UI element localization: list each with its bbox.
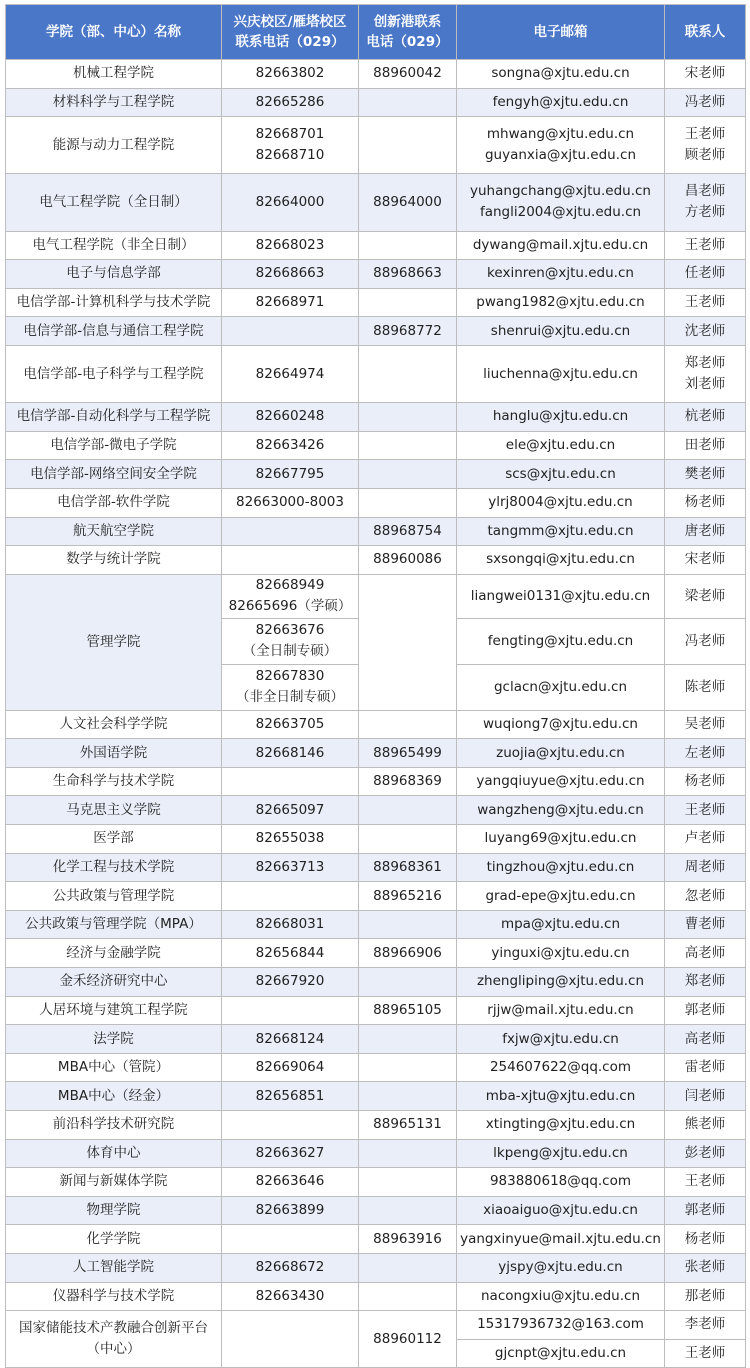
header-xq-phone bbox=[222, 5, 359, 60]
contact-person-line1: 郑老师 bbox=[684, 355, 726, 372]
unit-name: 电信学部-自动化科学与工程学院 bbox=[6, 403, 222, 432]
phone-xq: 82655038 bbox=[222, 825, 359, 854]
phone-cx bbox=[359, 231, 457, 260]
table-row bbox=[6, 939, 746, 968]
email: gclacn@xjtu.edu.cn bbox=[457, 664, 665, 710]
table-row bbox=[6, 403, 746, 432]
table-row bbox=[6, 117, 746, 174]
phone-xq: 82656844 bbox=[222, 939, 359, 968]
unit-name: 电信学部-计算机科学与技术学院 bbox=[6, 288, 222, 317]
table-row bbox=[6, 853, 746, 882]
phone-cx bbox=[359, 345, 457, 402]
table-row bbox=[6, 1082, 746, 1111]
phone-xq: 82663713 bbox=[222, 853, 359, 882]
table-row bbox=[6, 1053, 746, 1082]
table-row bbox=[6, 882, 746, 911]
email bbox=[457, 174, 665, 231]
email: wangzheng@xjtu.edu.cn bbox=[457, 796, 665, 825]
table-row bbox=[6, 1168, 746, 1197]
contact-person: 宋老师 bbox=[665, 60, 746, 89]
table-row bbox=[6, 174, 746, 231]
table-row bbox=[6, 968, 746, 997]
table-row bbox=[6, 345, 746, 402]
phone-xq: 82663426 bbox=[222, 431, 359, 460]
table-row bbox=[6, 1253, 746, 1282]
phone-cx bbox=[359, 288, 457, 317]
email: fengyh@xjtu.edu.cn bbox=[457, 88, 665, 117]
phone-xq: 82663802 bbox=[222, 60, 359, 89]
contact-person: 熊老师 bbox=[665, 1111, 746, 1140]
contact-person: 李老师 bbox=[665, 1311, 746, 1340]
phone-cx bbox=[359, 460, 457, 489]
email: 254607622@qq.com bbox=[457, 1053, 665, 1082]
email: pwang1982@xjtu.edu.cn bbox=[457, 288, 665, 317]
phone-cx bbox=[359, 1053, 457, 1082]
phone-xq bbox=[222, 317, 359, 346]
email: liangwei0131@xjtu.edu.cn bbox=[457, 574, 665, 618]
phone-cx bbox=[359, 488, 457, 517]
phone-xq: 82664974 bbox=[222, 345, 359, 402]
unit-name: 化学工程与技术学院 bbox=[6, 853, 222, 882]
email: xiaoaiguo@xjtu.edu.cn bbox=[457, 1196, 665, 1225]
phone-xq: 82663627 bbox=[222, 1139, 359, 1168]
unit-name: 电信学部-网络空间安全学院 bbox=[6, 460, 222, 489]
table-row bbox=[6, 88, 746, 117]
phone-xq: 82668023 bbox=[222, 231, 359, 260]
unit-name: 金禾经济研究中心 bbox=[6, 968, 222, 997]
table-row bbox=[6, 796, 746, 825]
phone-cx: 88968369 bbox=[359, 767, 457, 796]
phone-cx: 88966906 bbox=[359, 939, 457, 968]
email: 15317936732@163.com bbox=[457, 1311, 665, 1340]
email-line1: mhwang@xjtu.edu.cn bbox=[486, 126, 635, 143]
unit-name: 电信学部-电子科学与工程学院 bbox=[6, 345, 222, 402]
contact-person: 田老师 bbox=[665, 431, 746, 460]
phone-xq-line2: （全日制专硕） bbox=[242, 643, 338, 660]
phone-cx bbox=[359, 1082, 457, 1111]
email: fengting@xjtu.edu.cn bbox=[457, 618, 665, 664]
unit-name: MBA中心（管院） bbox=[6, 1053, 222, 1082]
phone-cx bbox=[359, 431, 457, 460]
contact-person: 闫老师 bbox=[665, 1082, 746, 1111]
phone-xq: 82669064 bbox=[222, 1053, 359, 1082]
phone-xq: 82668124 bbox=[222, 1025, 359, 1054]
email: zhengliping@xjtu.edu.cn bbox=[457, 968, 665, 997]
contact-person: 杨老师 bbox=[665, 488, 746, 517]
phone-cx: 88968754 bbox=[359, 517, 457, 546]
email: yangqiuyue@xjtu.edu.cn bbox=[457, 767, 665, 796]
table-row bbox=[6, 1196, 746, 1225]
phone-xq bbox=[222, 996, 359, 1025]
contact-person: 陈老师 bbox=[665, 664, 746, 710]
email: luyang69@xjtu.edu.cn bbox=[457, 825, 665, 854]
table-row bbox=[6, 546, 746, 575]
table-row bbox=[6, 767, 746, 796]
phone-xq bbox=[222, 618, 359, 664]
phone-cx bbox=[359, 1196, 457, 1225]
phone-cx bbox=[359, 710, 457, 739]
phone-xq: 82665286 bbox=[222, 88, 359, 117]
phone-cx bbox=[359, 88, 457, 117]
phone-cx bbox=[359, 825, 457, 854]
table-row bbox=[6, 1111, 746, 1140]
phone-cx bbox=[359, 1253, 457, 1282]
phone-xq: 82668031 bbox=[222, 910, 359, 939]
header-email: 电子邮箱 bbox=[457, 5, 665, 60]
phone-cx: 88960086 bbox=[359, 546, 457, 575]
phone-cx bbox=[359, 968, 457, 997]
email: yjspy@xjtu.edu.cn bbox=[457, 1253, 665, 1282]
phone-xq: 82663430 bbox=[222, 1282, 359, 1311]
header-xq-line2: 联系电话（029） bbox=[235, 34, 345, 50]
contact-person: 樊老师 bbox=[665, 460, 746, 489]
email: lkpeng@xjtu.edu.cn bbox=[457, 1139, 665, 1168]
phone-xq bbox=[222, 1111, 359, 1140]
unit-name: 电气工程学院（全日制） bbox=[6, 174, 222, 231]
unit-name: 体育中心 bbox=[6, 1139, 222, 1168]
contact-person: 卢老师 bbox=[665, 825, 746, 854]
phone-xq bbox=[222, 1225, 359, 1254]
email: dywang@mail.xjtu.edu.cn bbox=[457, 231, 665, 260]
email: xtingting@xjtu.edu.cn bbox=[457, 1111, 665, 1140]
contact-person: 唐老师 bbox=[665, 517, 746, 546]
phone-cx bbox=[359, 1139, 457, 1168]
email: tingzhou@xjtu.edu.cn bbox=[457, 853, 665, 882]
email: 983880618@qq.com bbox=[457, 1168, 665, 1197]
phone-xq: 82668663 bbox=[222, 260, 359, 289]
table-row bbox=[6, 910, 746, 939]
phone-xq: 82663705 bbox=[222, 710, 359, 739]
phone-xq-line2: 82665696（学硕） bbox=[228, 598, 352, 615]
unit-name: 材料科学与工程学院 bbox=[6, 88, 222, 117]
phone-cx: 88960042 bbox=[359, 60, 457, 89]
unit-name: 电信学部-信息与通信工程学院 bbox=[6, 317, 222, 346]
contact-person: 周老师 bbox=[665, 853, 746, 882]
contact-person: 吴老师 bbox=[665, 710, 746, 739]
email: songna@xjtu.edu.cn bbox=[457, 60, 665, 89]
phone-xq: 82667795 bbox=[222, 460, 359, 489]
phone-cx: 88968361 bbox=[359, 853, 457, 882]
unit-name: 化学学院 bbox=[6, 1225, 222, 1254]
contact-person: 杭老师 bbox=[665, 403, 746, 432]
phone-xq bbox=[222, 1311, 359, 1368]
phone-xq-line2: 82668710 bbox=[255, 147, 325, 164]
phone-xq-line1: 82663676 bbox=[255, 622, 325, 639]
phone-xq-line2: （非全日制专硕） bbox=[236, 689, 344, 706]
email: wuqiong7@xjtu.edu.cn bbox=[457, 710, 665, 739]
contact-person: 王老师 bbox=[665, 1339, 746, 1368]
phone-cx bbox=[359, 910, 457, 939]
table-row bbox=[6, 431, 746, 460]
email: shenrui@xjtu.edu.cn bbox=[457, 317, 665, 346]
email: mpa@xjtu.edu.cn bbox=[457, 910, 665, 939]
unit-name: 电信学部-软件学院 bbox=[6, 488, 222, 517]
phone-cx: 88964000 bbox=[359, 174, 457, 231]
contact-person: 宋老师 bbox=[665, 546, 746, 575]
phone-xq: 82668146 bbox=[222, 739, 359, 768]
contact-person: 郭老师 bbox=[665, 996, 746, 1025]
phone-xq: 82660248 bbox=[222, 403, 359, 432]
email bbox=[457, 117, 665, 174]
phone-xq: 82668672 bbox=[222, 1253, 359, 1282]
phone-xq-line1: 82668949 bbox=[255, 577, 325, 594]
contact-person: 忽老师 bbox=[665, 882, 746, 911]
phone-cx: 88965216 bbox=[359, 882, 457, 911]
email-line2: guyanxia@xjtu.edu.cn bbox=[484, 147, 637, 164]
phone-xq: 82664000 bbox=[222, 174, 359, 231]
unit-name: 管理学院 bbox=[6, 574, 222, 710]
table-row bbox=[6, 996, 746, 1025]
phone-xq: 82663000-8003 bbox=[222, 488, 359, 517]
email: scs@xjtu.edu.cn bbox=[457, 460, 665, 489]
unit-name: MBA中心（经金） bbox=[6, 1082, 222, 1111]
email: zuojia@xjtu.edu.cn bbox=[457, 739, 665, 768]
contact-person: 郑老师 bbox=[665, 968, 746, 997]
phone-cx bbox=[359, 1282, 457, 1311]
unit-name: 电子与信息学部 bbox=[6, 260, 222, 289]
phone-xq bbox=[222, 664, 359, 710]
phone-cx: 88965105 bbox=[359, 996, 457, 1025]
table-row bbox=[6, 574, 746, 618]
unit-name: 前沿科学技术研究院 bbox=[6, 1111, 222, 1140]
contact-person-line1: 昌老师 bbox=[684, 183, 726, 200]
phone-cx: 88965499 bbox=[359, 739, 457, 768]
contact-person: 高老师 bbox=[665, 939, 746, 968]
email-line1: yuhangchang@xjtu.edu.cn bbox=[470, 183, 651, 200]
phone-xq bbox=[222, 882, 359, 911]
unit-name: 经济与金融学院 bbox=[6, 939, 222, 968]
email: sxsongqi@xjtu.edu.cn bbox=[457, 546, 665, 575]
contact-person bbox=[665, 345, 746, 402]
phone-xq bbox=[222, 546, 359, 575]
phone-cx bbox=[359, 117, 457, 174]
email: grad-epe@xjtu.edu.cn bbox=[457, 882, 665, 911]
table-row bbox=[6, 1225, 746, 1254]
header-row bbox=[6, 5, 746, 60]
phone-cx bbox=[359, 796, 457, 825]
table-row bbox=[6, 231, 746, 260]
contact-person: 王老师 bbox=[665, 1168, 746, 1197]
contact-person-line2: 顾老师 bbox=[684, 147, 726, 164]
contact-person: 冯老师 bbox=[665, 88, 746, 117]
contact-person: 任老师 bbox=[665, 260, 746, 289]
contact-person: 沈老师 bbox=[665, 317, 746, 346]
table-row bbox=[6, 260, 746, 289]
email: mba-xjtu@xjtu.edu.cn bbox=[457, 1082, 665, 1111]
unit-name bbox=[6, 1311, 222, 1368]
table-row bbox=[6, 1282, 746, 1311]
contact-person bbox=[665, 117, 746, 174]
unit-name: 电气工程学院（非全日制） bbox=[6, 231, 222, 260]
contact-table bbox=[5, 4, 746, 1368]
contact-person: 彭老师 bbox=[665, 1139, 746, 1168]
contact-person: 王老师 bbox=[665, 796, 746, 825]
email: yangxinyue@mail.xjtu.edu.cn bbox=[457, 1225, 665, 1254]
phone-xq: 82668971 bbox=[222, 288, 359, 317]
contact-person-line2: 刘老师 bbox=[684, 376, 726, 393]
phone-xq bbox=[222, 117, 359, 174]
phone-xq: 82665097 bbox=[222, 796, 359, 825]
phone-cx: 88968663 bbox=[359, 260, 457, 289]
email: fxjw@xjtu.edu.cn bbox=[457, 1025, 665, 1054]
phone-xq bbox=[222, 517, 359, 546]
table-row bbox=[6, 739, 746, 768]
unit-name: 机械工程学院 bbox=[6, 60, 222, 89]
contact-person: 张老师 bbox=[665, 1253, 746, 1282]
contact-person: 杨老师 bbox=[665, 1225, 746, 1254]
unit-name: 数学与统计学院 bbox=[6, 546, 222, 575]
table-row bbox=[6, 1311, 746, 1340]
phone-xq bbox=[222, 574, 359, 618]
email: liuchenna@xjtu.edu.cn bbox=[457, 345, 665, 402]
unit-name: 公共政策与管理学院（MPA） bbox=[6, 910, 222, 939]
phone-cx bbox=[359, 1025, 457, 1054]
contact-person: 王老师 bbox=[665, 231, 746, 260]
unit-name: 物理学院 bbox=[6, 1196, 222, 1225]
unit-name: 法学院 bbox=[6, 1025, 222, 1054]
phone-cx: 88968772 bbox=[359, 317, 457, 346]
contact-person: 左老师 bbox=[665, 739, 746, 768]
table-row bbox=[6, 1139, 746, 1168]
contact-person: 王老师 bbox=[665, 288, 746, 317]
header-contact: 联系人 bbox=[665, 5, 746, 60]
contact-person: 雷老师 bbox=[665, 1053, 746, 1082]
phone-xq bbox=[222, 767, 359, 796]
contact-person: 杨老师 bbox=[665, 767, 746, 796]
unit-name: 人文社会科学学院 bbox=[6, 710, 222, 739]
unit-name: 仪器科学与技术学院 bbox=[6, 1282, 222, 1311]
email: kexinren@xjtu.edu.cn bbox=[457, 260, 665, 289]
unit-name: 生命科学与技术学院 bbox=[6, 767, 222, 796]
unit-name-line1: 国家储能技术产教融合创新平台 bbox=[19, 1320, 208, 1337]
unit-name: 航天航空学院 bbox=[6, 517, 222, 546]
email: ylrj8004@xjtu.edu.cn bbox=[457, 488, 665, 517]
table-row bbox=[6, 60, 746, 89]
table-row bbox=[6, 460, 746, 489]
header-xq-line1: 兴庆校区/雁塔校区 bbox=[233, 14, 347, 30]
unit-name: 外国语学院 bbox=[6, 739, 222, 768]
unit-name: 人居环境与建筑工程学院 bbox=[6, 996, 222, 1025]
email: nacongxiu@xjtu.edu.cn bbox=[457, 1282, 665, 1311]
header-cx-line1: 创新港联系 bbox=[373, 14, 442, 30]
phone-cx: 88963916 bbox=[359, 1225, 457, 1254]
table-row bbox=[6, 825, 746, 854]
unit-name: 人工智能学院 bbox=[6, 1253, 222, 1282]
phone-xq-line1: 82668701 bbox=[255, 126, 325, 143]
phone-cx bbox=[359, 574, 457, 710]
phone-cx bbox=[359, 403, 457, 432]
table-row bbox=[6, 288, 746, 317]
email: rjjw@mail.xjtu.edu.cn bbox=[457, 996, 665, 1025]
table-row bbox=[6, 317, 746, 346]
email: hanglu@xjtu.edu.cn bbox=[457, 403, 665, 432]
unit-name: 公共政策与管理学院 bbox=[6, 882, 222, 911]
email: gjcnpt@xjtu.edu.cn bbox=[457, 1339, 665, 1368]
phone-xq: 82656851 bbox=[222, 1082, 359, 1111]
email: tangmm@xjtu.edu.cn bbox=[457, 517, 665, 546]
phone-cx bbox=[359, 1168, 457, 1197]
contact-person: 曹老师 bbox=[665, 910, 746, 939]
table-row bbox=[6, 488, 746, 517]
header-unit: 学院（部、中心）名称 bbox=[6, 5, 222, 60]
header-cx-line2: 电话（029） bbox=[366, 34, 449, 50]
unit-name: 新闻与新媒体学院 bbox=[6, 1168, 222, 1197]
table-row bbox=[6, 710, 746, 739]
email: yinguxi@xjtu.edu.cn bbox=[457, 939, 665, 968]
email: ele@xjtu.edu.cn bbox=[457, 431, 665, 460]
contact-person: 郭老师 bbox=[665, 1196, 746, 1225]
unit-name: 马克思主义学院 bbox=[6, 796, 222, 825]
contact-person: 梁老师 bbox=[665, 574, 746, 618]
contact-person: 那老师 bbox=[665, 1282, 746, 1311]
unit-name: 医学部 bbox=[6, 825, 222, 854]
unit-name-line2: （中心） bbox=[86, 1341, 141, 1358]
phone-xq: 82667920 bbox=[222, 968, 359, 997]
contact-person bbox=[665, 174, 746, 231]
table-row bbox=[6, 1025, 746, 1054]
phone-cx: 88965131 bbox=[359, 1111, 457, 1140]
unit-name: 电信学部-微电子学院 bbox=[6, 431, 222, 460]
phone-xq-line1: 82667830 bbox=[255, 668, 325, 685]
unit-name: 能源与动力工程学院 bbox=[6, 117, 222, 174]
contact-person: 高老师 bbox=[665, 1025, 746, 1054]
header-cx-phone bbox=[359, 5, 457, 60]
contact-person-line2: 方老师 bbox=[684, 204, 726, 221]
email-line2: fangli2004@xjtu.edu.cn bbox=[479, 204, 642, 221]
table-row bbox=[6, 517, 746, 546]
contact-person: 冯老师 bbox=[665, 618, 746, 664]
phone-xq: 82663899 bbox=[222, 1196, 359, 1225]
contact-person-line1: 王老师 bbox=[684, 126, 726, 143]
phone-xq: 82663646 bbox=[222, 1168, 359, 1197]
phone-cx: 88960112 bbox=[359, 1311, 457, 1368]
